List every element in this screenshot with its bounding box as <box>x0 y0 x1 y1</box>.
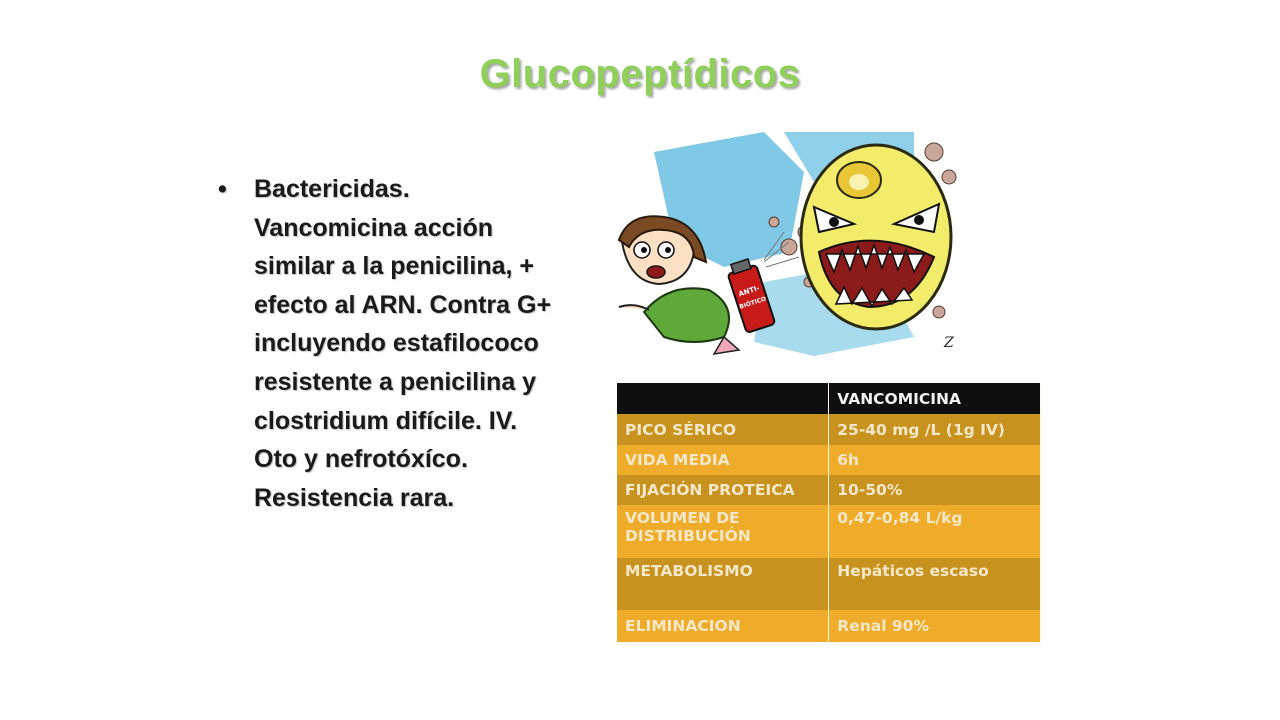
row-label: FIJACIÓN PROTEICA <box>617 475 829 505</box>
table-header-row <box>617 383 1041 414</box>
artist-signature: Z <box>944 335 954 351</box>
row-value: Hepáticos escaso <box>829 558 1041 610</box>
bullet-item <box>218 170 563 517</box>
table-row <box>617 505 1041 558</box>
can-label-bottom: BIÓTICO <box>738 295 768 311</box>
row-label: VIDA MEDIA <box>617 445 829 475</box>
row-label: METABOLISMO <box>617 558 829 610</box>
row-value: 6h <box>829 445 1041 475</box>
table-row <box>617 445 1041 475</box>
row-value: 0,47-0,84 L/kg <box>829 505 1041 558</box>
bullet-icon: • <box>218 175 227 203</box>
row-label: PICO SÉRICO <box>617 414 829 445</box>
slide-title: Glucopeptídicos <box>479 52 801 96</box>
table-row <box>617 610 1041 642</box>
table-row <box>617 558 1041 610</box>
row-label: ELIMINACION <box>617 610 829 642</box>
vancomycin-table <box>617 383 1041 642</box>
bullet-list <box>218 170 563 517</box>
row-value: 10-50% <box>829 475 1041 505</box>
row-value: 25-40 mg /L (1g IV) <box>829 414 1041 445</box>
can-label-top: ANTI- <box>737 284 761 299</box>
table-header-empty-cell <box>617 383 829 414</box>
table-row <box>617 414 1041 445</box>
row-label: VOLUMEN DE DISTRIBUCIÓN <box>617 505 829 558</box>
table-header-cell: VANCOMICINA <box>829 383 1041 414</box>
table-row <box>617 475 1041 505</box>
bacteria-monster <box>801 145 951 329</box>
row-value: Renal 90% <box>829 610 1041 642</box>
bullet-text: Bactericidas. Vancomicina acción similar a la penicilina, + efecto al ARN. Contra G+ incluyendo estafilococo resistente a penicilina y clostridium difícile. IV. Oto y nefrotóxíco. Resistencia rara. <box>254 175 552 512</box>
cartoon-illustration <box>614 132 960 356</box>
